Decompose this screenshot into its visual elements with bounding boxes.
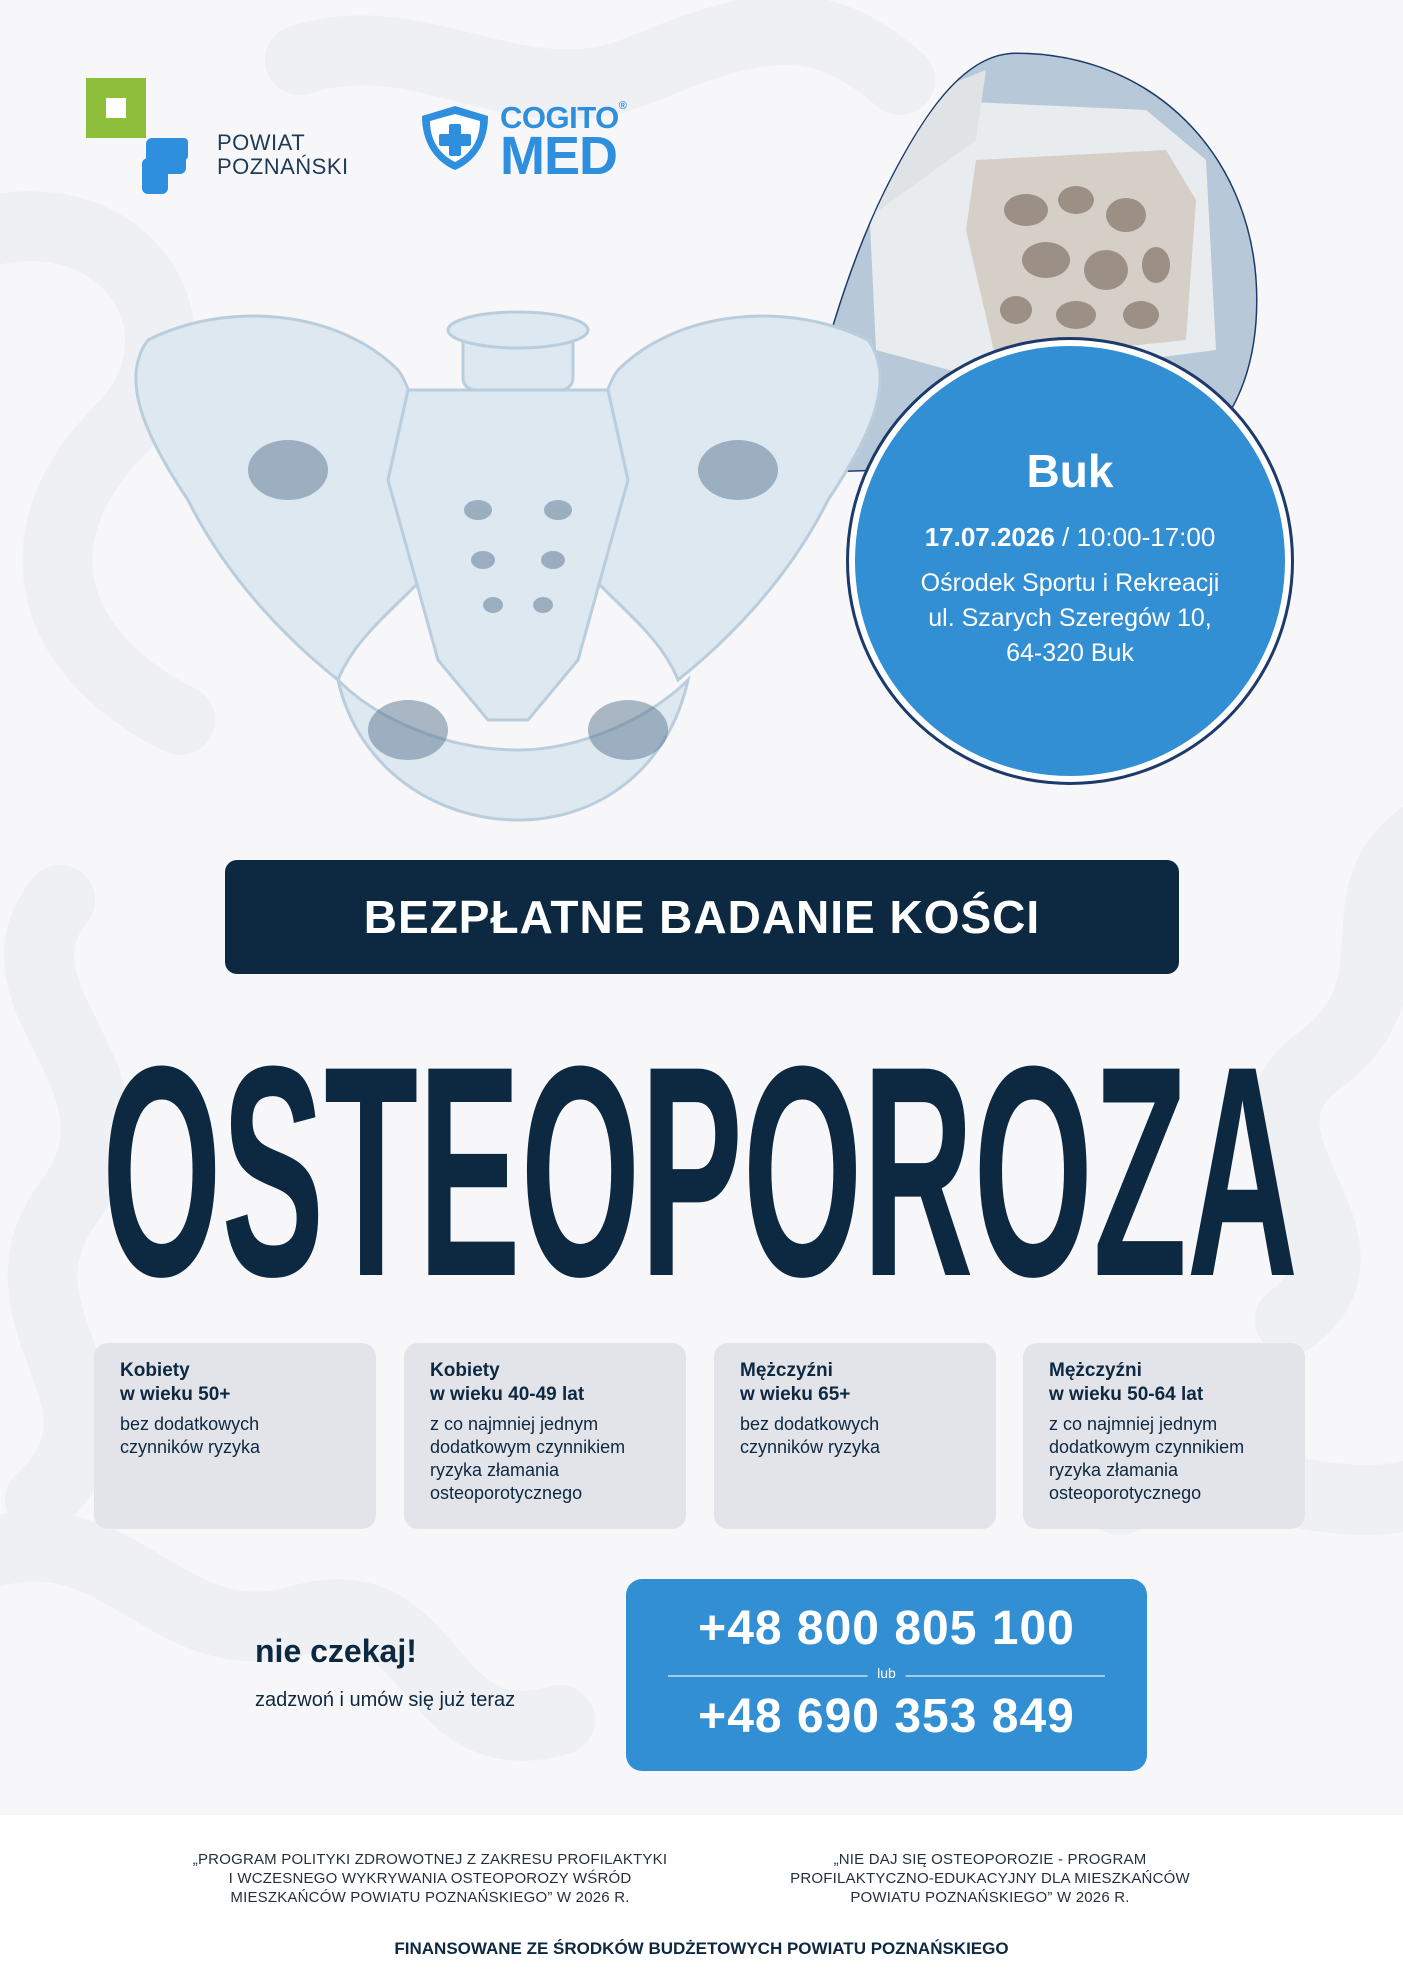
phone-or-label: lub: [867, 1665, 906, 1681]
card-desc-line: ryzyka złamania: [430, 1460, 560, 1480]
card-title: [740, 1359, 980, 1407]
event-time: / 10:00-17:00: [1054, 522, 1216, 552]
criteria-card-1: [94, 1343, 376, 1529]
powiat-logo-icon: [86, 78, 206, 194]
card-description: [1049, 1413, 1294, 1505]
event-info-circle: [855, 346, 1285, 776]
card-title: [120, 1359, 360, 1407]
card-desc-line: dodatkowym czynnikiem: [1049, 1437, 1245, 1457]
event-date: 17.07.2026: [924, 522, 1055, 552]
registered-mark: ®: [618, 100, 627, 112]
footer-line: I WCZESNEGO WYKRYWANIA OSTEOPOROZY WŚRÓD: [228, 1870, 632, 1887]
card-desc-line: ryzyka złamania: [1049, 1460, 1179, 1480]
phone-box: [626, 1579, 1147, 1771]
medical-shield-icon: [416, 102, 494, 174]
card-title-line: w wieku 40-49 lat: [430, 1384, 585, 1405]
cogito-text: COGITO: [500, 100, 619, 135]
card-desc-line: czynników ryzyka: [740, 1437, 881, 1457]
powiat-logo-text: [217, 131, 349, 179]
card-desc-line: osteoporotycznego: [1049, 1483, 1202, 1503]
footer-program-left: [150, 1850, 710, 1907]
event-postal: 64-320 Buk: [1006, 639, 1134, 667]
card-desc-line: bez dodatkowych: [120, 1414, 260, 1434]
event-venue: Ośrodek Sportu i Rekreacji: [920, 569, 1220, 597]
card-description: [740, 1413, 985, 1459]
card-desc-line: czynników ryzyka: [120, 1437, 261, 1457]
card-title: [430, 1359, 670, 1407]
card-title: [1049, 1359, 1289, 1407]
card-title-line: Mężczyźni: [1049, 1360, 1142, 1381]
criteria-card-3: [714, 1343, 996, 1529]
footer-line: MIESZKAŃCÓW POWIATU POZNAŃSKIEGO” W 2026 R.: [230, 1889, 630, 1906]
cta-title: nie czekaj!: [255, 1633, 417, 1669]
card-desc-line: z co najmniej jednym: [1049, 1414, 1218, 1434]
footer-line: „PROGRAM POLITYKI ZDROWOTNEJ Z ZAKRESU PROFILAKTYKI: [192, 1851, 668, 1868]
phone-number-1[interactable]: +48 800 805 100: [698, 1602, 1075, 1655]
event-city: Buk: [1026, 445, 1114, 497]
event-location: [855, 566, 1285, 671]
title-band: BEZPŁATNE BADANIE KOŚCI: [225, 860, 1179, 974]
card-title-line: w wieku 50+: [120, 1384, 231, 1405]
powiat-line-1: POWIAT: [217, 130, 306, 155]
headline-osteoporoza: OSTEOPOROZA: [102, 1003, 1298, 1290]
criteria-card-4: [1023, 1343, 1305, 1529]
footer-line: „NIE DAJ SIĘ OSTEOPOROZIE - PROGRAM: [833, 1851, 1147, 1868]
headline-container: [80, 990, 1320, 1290]
card-desc-line: osteoporotycznego: [430, 1483, 583, 1503]
card-title-line: Kobiety: [120, 1360, 190, 1381]
event-datetime: [855, 522, 1285, 553]
card-title-line: Kobiety: [430, 1360, 500, 1381]
card-title-line: w wieku 65+: [740, 1384, 851, 1405]
pelvis-illustration: [108, 300, 908, 860]
event-street: ul. Szarych Szeregów 10,: [928, 604, 1212, 632]
funding-note: FINANSOWANE ZE ŚRODKÓW BUDŻETOWYCH POWIATU POZNAŃSKIEGO: [394, 1939, 1009, 1958]
card-desc-line: dodatkowym czynnikiem: [430, 1437, 626, 1457]
card-title-line: Mężczyźni: [740, 1360, 833, 1381]
cta-subtitle: zadzwoń i umów się już teraz: [255, 1689, 516, 1711]
card-description: [430, 1413, 675, 1505]
card-desc-line: bez dodatkowych: [740, 1414, 880, 1434]
card-title-line: w wieku 50-64 lat: [1049, 1384, 1204, 1405]
card-desc-line: z co najmniej jednym: [430, 1414, 599, 1434]
powiat-line-2: POZNAŃSKI: [217, 154, 349, 179]
card-description: [120, 1413, 365, 1459]
footer-line: PROFILAKTYCZNO-EDUKACYJNY DLA MIESZKAŃCÓW: [790, 1870, 1190, 1887]
phone-number-2[interactable]: +48 690 353 849: [698, 1690, 1075, 1743]
criteria-card-2: [404, 1343, 686, 1529]
footer-program-right: [730, 1850, 1250, 1907]
footer-line: POWIATU POZNAŃSKIEGO” W 2026 R.: [850, 1889, 1130, 1906]
med-wordmark: MED: [500, 126, 617, 186]
